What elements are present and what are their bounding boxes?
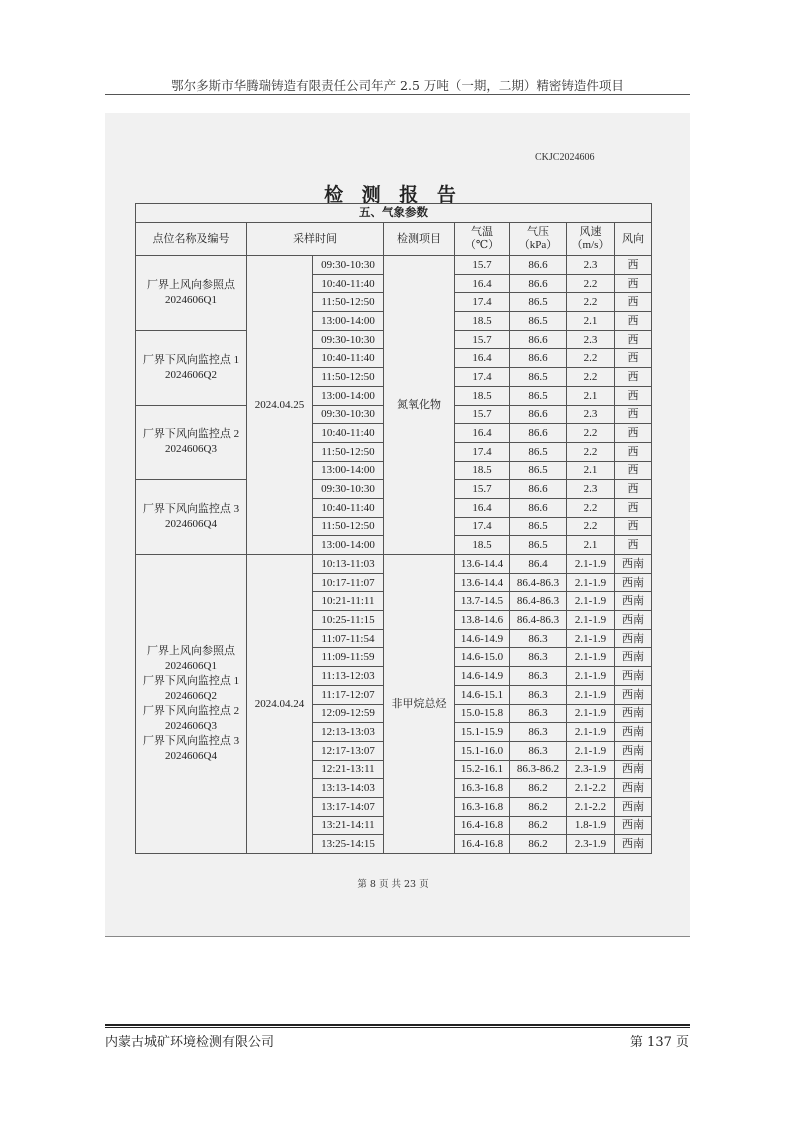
sample-time: 10:25-11:15 bbox=[313, 611, 384, 630]
wind-speed: 2.3-1.9 bbox=[567, 760, 615, 779]
wind-direction: 西 bbox=[615, 498, 652, 517]
pressure: 86.3 bbox=[510, 667, 567, 686]
wind-speed: 2.2 bbox=[567, 424, 615, 443]
temperature: 15.7 bbox=[455, 405, 510, 424]
sample-time: 12:13-13:03 bbox=[313, 723, 384, 742]
wind-speed-unit: （m/s） bbox=[571, 239, 610, 251]
temperature: 16.4-16.8 bbox=[455, 835, 510, 854]
pressure: 86.5 bbox=[510, 312, 567, 331]
weather-parameter-table bbox=[135, 203, 652, 854]
pressure: 86.2 bbox=[510, 835, 567, 854]
temperature: 17.4 bbox=[455, 293, 510, 312]
wind-direction: 西南 bbox=[615, 648, 652, 667]
sample-time: 10:40-11:40 bbox=[313, 349, 384, 368]
wind-speed: 2.3 bbox=[567, 256, 615, 275]
temperature: 13.6-14.4 bbox=[455, 555, 510, 574]
sample-time: 10:40-11:40 bbox=[313, 424, 384, 443]
location-code: 2024606Q1 bbox=[165, 293, 217, 306]
wind-direction: 西 bbox=[615, 349, 652, 368]
wind-speed: 2.2 bbox=[567, 498, 615, 517]
temperature: 15.1-16.0 bbox=[455, 741, 510, 760]
pressure: 86.6 bbox=[510, 349, 567, 368]
wind-speed: 2.2 bbox=[567, 293, 615, 312]
document-header: 鄂尔多斯市华腾瑞铸造有限责任公司年产 2.5 万吨（一期，二期）精密铸造件项目 bbox=[171, 78, 624, 93]
wind-speed: 2.3 bbox=[567, 330, 615, 349]
pressure-label: 气压 bbox=[527, 226, 549, 238]
wind-speed: 2.1-1.9 bbox=[567, 648, 615, 667]
pressure: 86.4-86.3 bbox=[510, 611, 567, 630]
pressure: 86.3 bbox=[510, 685, 567, 704]
pressure: 86.6 bbox=[510, 498, 567, 517]
wind-direction: 西 bbox=[615, 256, 652, 275]
temperature: 16.3-16.8 bbox=[455, 779, 510, 798]
location-cell bbox=[136, 405, 247, 480]
report-title: 检 测 报 告 bbox=[324, 184, 462, 206]
wind-direction: 西 bbox=[615, 293, 652, 312]
location-line: 2024606Q3 bbox=[165, 720, 217, 732]
temperature: 18.5 bbox=[455, 386, 510, 405]
sample-time: 13:00-14:00 bbox=[313, 312, 384, 331]
temperature: 13.8-14.6 bbox=[455, 611, 510, 630]
location-line: 2024606Q2 bbox=[165, 690, 217, 702]
temperature: 18.5 bbox=[455, 536, 510, 555]
wind-direction: 西南 bbox=[615, 797, 652, 816]
wind-speed: 2.3 bbox=[567, 405, 615, 424]
section-row bbox=[136, 204, 652, 223]
temperature: 15.1-15.9 bbox=[455, 723, 510, 742]
col-header-wind-dir: 风向 bbox=[615, 223, 652, 256]
temperature: 15.0-15.8 bbox=[455, 704, 510, 723]
sample-time: 13:25-14:15 bbox=[313, 835, 384, 854]
temperature: 17.4 bbox=[455, 517, 510, 536]
pressure: 86.6 bbox=[510, 330, 567, 349]
wind-direction: 西 bbox=[615, 274, 652, 293]
pressure: 86.3 bbox=[510, 648, 567, 667]
location-line: 厂界下风向监控点 2 bbox=[142, 705, 240, 717]
wind-speed: 2.1-2.2 bbox=[567, 779, 615, 798]
temperature: 13.6-14.4 bbox=[455, 573, 510, 592]
wind-direction: 西南 bbox=[615, 685, 652, 704]
temp-label: 气温 bbox=[471, 226, 493, 238]
sample-date: 2024.04.25 bbox=[247, 256, 313, 555]
wind-speed: 2.1-1.9 bbox=[567, 629, 615, 648]
sample-time: 11:50-12:50 bbox=[313, 517, 384, 536]
sample-time: 09:30-10:30 bbox=[313, 330, 384, 349]
table-row bbox=[136, 256, 652, 275]
pressure: 86.5 bbox=[510, 536, 567, 555]
temperature: 16.3-16.8 bbox=[455, 797, 510, 816]
pressure: 86.6 bbox=[510, 256, 567, 275]
wind-speed: 2.3-1.9 bbox=[567, 835, 615, 854]
location-cell bbox=[136, 256, 247, 331]
temperature: 16.4 bbox=[455, 274, 510, 293]
table-row bbox=[136, 555, 652, 574]
wind-speed: 2.1-1.9 bbox=[567, 741, 615, 760]
wind-direction: 西南 bbox=[615, 555, 652, 574]
location-code: 2024606Q4 bbox=[165, 518, 217, 531]
pressure: 86.6 bbox=[510, 480, 567, 499]
temperature: 15.2-16.1 bbox=[455, 760, 510, 779]
wind-direction: 西南 bbox=[615, 629, 652, 648]
pressure-unit: （kPa） bbox=[518, 239, 558, 251]
wind-speed: 2.1-1.9 bbox=[567, 723, 615, 742]
wind-speed: 2.2 bbox=[567, 517, 615, 536]
wind-direction: 西 bbox=[615, 312, 652, 331]
pressure: 86.5 bbox=[510, 293, 567, 312]
sample-date: 2024.04.24 bbox=[247, 555, 313, 854]
pressure: 86.2 bbox=[510, 816, 567, 835]
pressure: 86.6 bbox=[510, 405, 567, 424]
wind-speed: 2.1-1.9 bbox=[567, 611, 615, 630]
sample-time: 10:13-11:03 bbox=[313, 555, 384, 574]
sample-time: 12:09-12:59 bbox=[313, 704, 384, 723]
wind-direction: 西南 bbox=[615, 592, 652, 611]
sample-time: 11:50-12:50 bbox=[313, 368, 384, 387]
temperature: 14.6-14.9 bbox=[455, 629, 510, 648]
sample-time: 09:30-10:30 bbox=[313, 405, 384, 424]
temperature: 14.6-15.0 bbox=[455, 648, 510, 667]
location-name: 厂界下风向监控点 3 bbox=[142, 503, 240, 516]
wind-speed: 2.2 bbox=[567, 274, 615, 293]
location-line: 厂界下风向监控点 3 bbox=[142, 735, 240, 747]
location-name: 厂界下风向监控点 1 bbox=[142, 353, 240, 366]
wind-direction: 西南 bbox=[615, 835, 652, 854]
pressure: 86.4 bbox=[510, 555, 567, 574]
location-name: 厂界下风向监控点 2 bbox=[142, 428, 240, 441]
pressure: 86.3 bbox=[510, 704, 567, 723]
wind-speed: 2.1 bbox=[567, 536, 615, 555]
wind-direction: 西南 bbox=[615, 760, 652, 779]
location-cell bbox=[136, 330, 247, 405]
sample-time: 11:13-12:03 bbox=[313, 667, 384, 686]
wind-speed: 2.1 bbox=[567, 312, 615, 331]
test-item: 非甲烷总烃 bbox=[384, 555, 455, 854]
pressure: 86.5 bbox=[510, 442, 567, 461]
sample-time: 11:07-11:54 bbox=[313, 629, 384, 648]
pressure: 86.5 bbox=[510, 368, 567, 387]
pressure: 86.5 bbox=[510, 517, 567, 536]
inner-page-number: 第 8 页 共 23 页 bbox=[357, 879, 429, 890]
temperature: 18.5 bbox=[455, 461, 510, 480]
location-code: 2024606Q3 bbox=[165, 443, 217, 456]
sample-time: 12:21-13:11 bbox=[313, 760, 384, 779]
sample-time: 10:40-11:40 bbox=[313, 498, 384, 517]
sample-time: 09:30-10:30 bbox=[313, 256, 384, 275]
report-number: CKJC2024606 bbox=[535, 152, 595, 163]
pressure: 86.4-86.3 bbox=[510, 592, 567, 611]
col-header-temp bbox=[455, 223, 510, 256]
sample-time: 13:00-14:00 bbox=[313, 386, 384, 405]
footer-divider bbox=[105, 1024, 690, 1026]
footer-page-number: 第 137 页 bbox=[629, 1035, 689, 1050]
sample-time: 13:00-14:00 bbox=[313, 536, 384, 555]
header-divider bbox=[105, 94, 690, 95]
col-header-location: 点位名称及编号 bbox=[136, 223, 247, 256]
wind-direction: 西 bbox=[615, 368, 652, 387]
location-line: 厂界上风向参照点 bbox=[147, 645, 235, 657]
pressure: 86.3 bbox=[510, 723, 567, 742]
location-line: 2024606Q4 bbox=[165, 750, 217, 762]
temperature: 17.4 bbox=[455, 442, 510, 461]
wind-speed: 2.1-1.9 bbox=[567, 685, 615, 704]
wind-speed: 2.3 bbox=[567, 480, 615, 499]
wind-direction: 西南 bbox=[615, 611, 652, 630]
temperature: 14.6-15.1 bbox=[455, 685, 510, 704]
pressure: 86.3-86.2 bbox=[510, 760, 567, 779]
footer-divider-thin bbox=[105, 1027, 690, 1028]
wind-direction: 西 bbox=[615, 536, 652, 555]
header-row bbox=[136, 223, 652, 256]
temperature: 15.7 bbox=[455, 256, 510, 275]
sample-time: 13:13-14:03 bbox=[313, 779, 384, 798]
wind-speed: 2.2 bbox=[567, 442, 615, 461]
wind-speed: 2.1 bbox=[567, 386, 615, 405]
col-header-item: 检测项目 bbox=[384, 223, 455, 256]
wind-direction: 西南 bbox=[615, 816, 652, 835]
pressure: 86.5 bbox=[510, 461, 567, 480]
pressure: 86.6 bbox=[510, 274, 567, 293]
sample-time: 13:21-14:11 bbox=[313, 816, 384, 835]
location-cell bbox=[136, 480, 247, 555]
wind-direction: 西南 bbox=[615, 779, 652, 798]
temperature: 16.4 bbox=[455, 424, 510, 443]
sample-time: 11:09-11:59 bbox=[313, 648, 384, 667]
wind-direction: 西南 bbox=[615, 667, 652, 686]
wind-direction: 西 bbox=[615, 442, 652, 461]
temperature: 16.4 bbox=[455, 349, 510, 368]
sample-time: 09:30-10:30 bbox=[313, 480, 384, 499]
pressure: 86.2 bbox=[510, 797, 567, 816]
wind-speed: 2.1 bbox=[567, 461, 615, 480]
pressure: 86.6 bbox=[510, 424, 567, 443]
section-title: 五、气象参数 bbox=[136, 204, 652, 223]
wind-direction: 西南 bbox=[615, 723, 652, 742]
temperature: 14.6-14.9 bbox=[455, 667, 510, 686]
wind-speed-label: 风速 bbox=[579, 226, 602, 238]
location-code: 2024606Q2 bbox=[165, 368, 217, 381]
temperature: 13.7-14.5 bbox=[455, 592, 510, 611]
wind-direction: 西南 bbox=[615, 704, 652, 723]
sample-time: 13:00-14:00 bbox=[313, 461, 384, 480]
pressure: 86.4-86.3 bbox=[510, 573, 567, 592]
wind-speed: 2.1-1.9 bbox=[567, 667, 615, 686]
location-cell bbox=[136, 555, 247, 854]
wind-speed: 1.8-1.9 bbox=[567, 816, 615, 835]
footer-company: 内蒙古城矿环境检测有限公司 bbox=[105, 1035, 275, 1050]
pressure: 86.5 bbox=[510, 386, 567, 405]
wind-direction: 西 bbox=[615, 424, 652, 443]
wind-speed: 2.2 bbox=[567, 368, 615, 387]
sample-time: 10:17-11:07 bbox=[313, 573, 384, 592]
pressure: 86.3 bbox=[510, 741, 567, 760]
temperature: 18.5 bbox=[455, 312, 510, 331]
sample-time: 11:17-12:07 bbox=[313, 685, 384, 704]
sample-time: 10:40-11:40 bbox=[313, 274, 384, 293]
wind-speed: 2.1-1.9 bbox=[567, 704, 615, 723]
temp-unit: （℃） bbox=[464, 239, 500, 251]
temperature: 16.4-16.8 bbox=[455, 816, 510, 835]
sample-time: 11:50-12:50 bbox=[313, 442, 384, 461]
location-name: 厂界上风向参照点 bbox=[147, 278, 235, 291]
wind-direction: 西 bbox=[615, 386, 652, 405]
temperature: 16.4 bbox=[455, 498, 510, 517]
sample-time: 13:17-14:07 bbox=[313, 797, 384, 816]
col-header-pressure bbox=[510, 223, 567, 256]
wind-direction: 西 bbox=[615, 461, 652, 480]
temperature: 17.4 bbox=[455, 368, 510, 387]
temperature: 15.7 bbox=[455, 330, 510, 349]
wind-speed: 2.2 bbox=[567, 349, 615, 368]
location-line: 厂界下风向监控点 1 bbox=[142, 675, 240, 687]
sample-time: 10:21-11:11 bbox=[313, 592, 384, 611]
wind-direction: 西 bbox=[615, 517, 652, 536]
col-header-time: 采样时间 bbox=[247, 223, 384, 256]
test-item: 氮氧化物 bbox=[384, 256, 455, 555]
wind-speed: 2.1-1.9 bbox=[567, 555, 615, 574]
pressure: 86.2 bbox=[510, 779, 567, 798]
wind-direction: 西 bbox=[615, 480, 652, 499]
wind-speed: 2.1-2.2 bbox=[567, 797, 615, 816]
location-line: 2024606Q1 bbox=[165, 660, 217, 672]
sample-time: 11:50-12:50 bbox=[313, 293, 384, 312]
col-header-wind-speed bbox=[567, 223, 615, 256]
sample-time: 12:17-13:07 bbox=[313, 741, 384, 760]
wind-direction: 西 bbox=[615, 330, 652, 349]
wind-direction: 西南 bbox=[615, 741, 652, 760]
wind-speed: 2.1-1.9 bbox=[567, 592, 615, 611]
pressure: 86.3 bbox=[510, 629, 567, 648]
wind-direction: 西南 bbox=[615, 573, 652, 592]
temperature: 15.7 bbox=[455, 480, 510, 499]
wind-direction: 西 bbox=[615, 405, 652, 424]
wind-speed: 2.1-1.9 bbox=[567, 573, 615, 592]
